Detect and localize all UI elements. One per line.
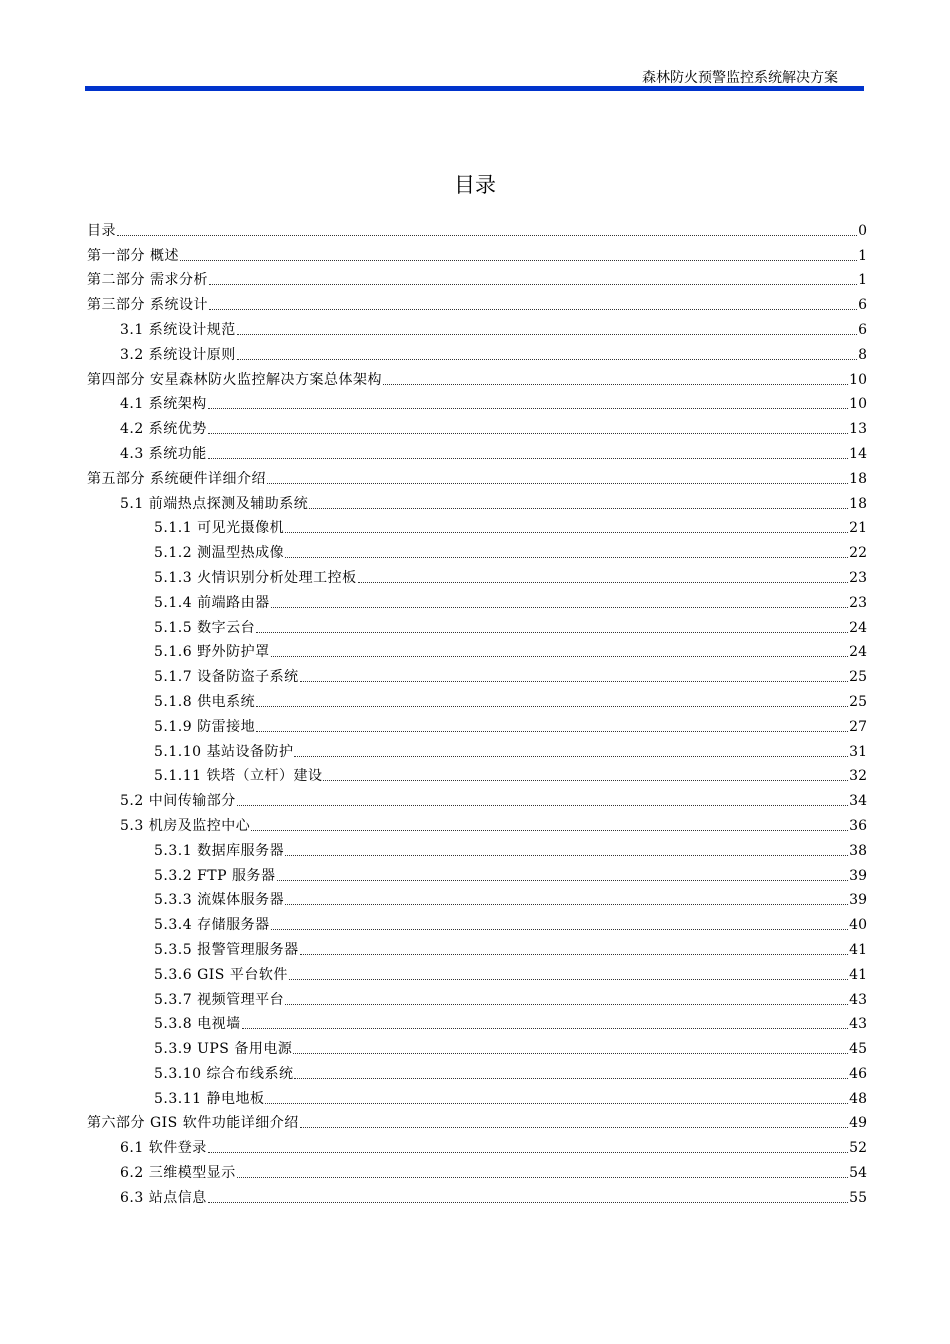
toc-entry-page-number: 23 — [849, 569, 867, 586]
toc-entry-page-number: 25 — [849, 693, 867, 710]
toc-entry[interactable] — [87, 537, 867, 562]
toc-dot-leader — [237, 333, 857, 335]
toc-dot-leader — [208, 407, 848, 409]
toc-entry-page-number: 48 — [849, 1090, 867, 1107]
toc-entry-page-number: 36 — [849, 817, 867, 834]
toc-dot-leader — [294, 755, 848, 757]
toc-entry-label: 6.3 站点信息 — [120, 1189, 207, 1206]
toc-entry[interactable] — [87, 339, 867, 364]
toc-entry[interactable] — [87, 736, 867, 761]
toc-dot-leader — [271, 606, 849, 608]
toc-entry[interactable] — [87, 265, 867, 290]
toc-entry-page-number: 18 — [849, 470, 867, 487]
toc-dot-leader — [208, 1151, 848, 1153]
toc-dot-leader — [256, 631, 848, 633]
toc-entry[interactable] — [87, 686, 867, 711]
toc-entry[interactable] — [87, 314, 867, 339]
toc-dot-leader — [285, 854, 848, 856]
toc-entry-label: 5.1.8 供电系统 — [154, 693, 256, 710]
toc-dot-leader — [285, 1003, 848, 1005]
toc-entry[interactable] — [87, 438, 867, 463]
toc-entry-page-number: 43 — [849, 1016, 867, 1033]
toc-entry-page-number: 6 — [858, 297, 867, 314]
toc-dot-leader — [271, 928, 849, 930]
toc-entry-page-number: 49 — [849, 1115, 867, 1132]
toc-dot-leader — [208, 1201, 848, 1203]
toc-dot-leader — [300, 953, 849, 955]
toc-entry-page-number: 8 — [858, 346, 867, 363]
toc-entry-page-number: 39 — [849, 867, 867, 884]
toc-entry-label: 4.1 系统架构 — [120, 396, 207, 413]
toc-entry-label: 5.1 前端热点探测及辅助系统 — [120, 495, 309, 512]
toc-entry-page-number: 10 — [849, 371, 867, 388]
toc-entry-page-number: 45 — [849, 1041, 867, 1058]
toc-entry[interactable] — [87, 215, 867, 240]
toc-entry-label: 5.1.7 设备防盗子系统 — [154, 669, 299, 686]
toc-dot-leader — [237, 358, 857, 360]
toc-dot-leader — [309, 507, 848, 509]
toc-entry[interactable] — [87, 562, 867, 587]
toc-entry-label: 目录 — [87, 222, 116, 239]
toc-dot-leader — [271, 655, 849, 657]
toc-entry-label: 5.3.2 FTP 服务器 — [154, 867, 276, 884]
toc-entry[interactable] — [87, 612, 867, 637]
toc-entry[interactable] — [87, 785, 867, 810]
toc-entry[interactable] — [87, 463, 867, 488]
toc-entry[interactable] — [87, 761, 867, 786]
toc-entry-page-number: 27 — [849, 718, 867, 735]
toc-dot-leader — [208, 432, 848, 434]
toc-entry-label: 5.3.6 GIS 平台软件 — [154, 966, 288, 983]
toc-entry-label: 第五部分 系统硬件详细介绍 — [87, 470, 266, 487]
toc-entry-page-number: 22 — [849, 545, 867, 562]
toc-entry-page-number: 10 — [849, 396, 867, 413]
toc-entry-label: 5.3.9 UPS 备用电源 — [154, 1041, 293, 1058]
toc-entry-label: 5.1.9 防雷接地 — [154, 718, 256, 735]
toc-entry-page-number: 6 — [858, 321, 867, 338]
toc-dot-leader — [267, 482, 848, 484]
toc-entry-label: 5.3.7 视频管理平台 — [154, 991, 285, 1008]
toc-entry-label: 5.1.11 铁塔（立杆）建设 — [154, 768, 323, 785]
toc-dot-leader — [208, 457, 848, 459]
toc-dot-leader — [323, 779, 848, 781]
toc-entry[interactable] — [87, 1157, 867, 1182]
toc-entry-page-number: 24 — [849, 619, 867, 636]
toc-entry-page-number: 13 — [849, 421, 867, 438]
toc-entry-label: 5.3.4 存储服务器 — [154, 917, 270, 934]
toc-entry-page-number: 23 — [849, 594, 867, 611]
toc-entry-label: 5.3.1 数据库服务器 — [154, 842, 285, 859]
toc-entry-page-number: 14 — [849, 445, 867, 462]
toc-dot-leader — [209, 308, 857, 310]
toc-entry-label: 5.1.3 火情识别分析处理工控板 — [154, 569, 357, 586]
toc-entry[interactable] — [87, 1058, 867, 1083]
toc-entry[interactable] — [87, 835, 867, 860]
toc-entry[interactable] — [87, 909, 867, 934]
toc-dot-leader — [117, 234, 857, 236]
toc-dot-leader — [237, 804, 848, 806]
toc-dot-leader — [289, 978, 848, 980]
toc-dot-leader — [294, 1077, 848, 1079]
toc-entry[interactable] — [87, 488, 867, 513]
toc-entry-page-number: 41 — [849, 966, 867, 983]
table-of-contents — [87, 215, 867, 1207]
running-header-title: 森林防火预警监控系统解决方案 — [642, 70, 838, 86]
toc-entry-label: 第四部分 安星森林防火监控解决方案总体架构 — [87, 371, 382, 388]
toc-dot-leader — [300, 1126, 848, 1128]
toc-entry-page-number: 38 — [849, 842, 867, 859]
toc-dot-leader — [265, 1102, 848, 1104]
toc-entry[interactable] — [87, 711, 867, 736]
toc-entry-page-number: 31 — [849, 743, 867, 760]
toc-entry[interactable] — [87, 885, 867, 910]
toc-entry[interactable] — [87, 364, 867, 389]
toc-entry-page-number: 34 — [849, 793, 867, 810]
toc-entry-page-number: 43 — [849, 991, 867, 1008]
toc-entry-label: 5.1.4 前端路由器 — [154, 594, 270, 611]
toc-dot-leader — [180, 259, 857, 261]
toc-entry[interactable] — [87, 984, 867, 1009]
toc-entry-page-number: 40 — [849, 917, 867, 934]
toc-entry-page-number: 41 — [849, 941, 867, 958]
toc-entry[interactable] — [87, 413, 867, 438]
toc-dot-leader — [256, 705, 848, 707]
toc-entry[interactable] — [87, 289, 867, 314]
header-rule — [85, 86, 864, 91]
toc-dot-leader — [277, 879, 849, 881]
toc-entry[interactable] — [87, 1083, 867, 1108]
toc-entry[interactable] — [87, 810, 867, 835]
toc-entry-page-number: 52 — [849, 1140, 867, 1157]
toc-entry-label: 5.1.10 基站设备防护 — [154, 743, 294, 760]
toc-entry-label: 5.2 中间传输部分 — [120, 793, 236, 810]
toc-entry-label: 5.3.5 报警管理服务器 — [154, 941, 299, 958]
toc-entry-label: 6.2 三维模型显示 — [120, 1165, 236, 1182]
toc-entry-label: 3.2 系统设计原则 — [120, 346, 236, 363]
toc-entry-label: 5.3.3 流媒体服务器 — [154, 892, 285, 909]
toc-entry-page-number: 46 — [849, 1065, 867, 1082]
toc-dot-leader — [256, 730, 848, 732]
toc-entry[interactable] — [87, 661, 867, 686]
toc-dot-leader — [285, 903, 848, 905]
toc-entry-label: 5.1.2 测温型热成像 — [154, 545, 285, 562]
toc-dot-leader — [285, 531, 848, 533]
toc-entry-label: 3.1 系统设计规范 — [120, 321, 236, 338]
toc-entry-label: 第六部分 GIS 软件功能详细介绍 — [87, 1115, 299, 1132]
toc-entry-label: 5.3.10 综合布线系统 — [154, 1065, 294, 1082]
toc-entry[interactable] — [87, 1108, 867, 1133]
toc-entry-label: 5.1.1 可见光摄像机 — [154, 520, 285, 537]
toc-entry-page-number: 32 — [849, 768, 867, 785]
toc-dot-leader — [293, 1052, 848, 1054]
toc-dot-leader — [383, 383, 848, 385]
toc-entry[interactable] — [87, 1132, 867, 1157]
toc-entry-page-number: 39 — [849, 892, 867, 909]
toc-heading: 目录 — [454, 173, 496, 197]
toc-entry[interactable] — [87, 240, 867, 265]
toc-entry-page-number: 1 — [858, 272, 867, 289]
toc-entry-label: 5.3 机房及监控中心 — [120, 817, 251, 834]
toc-dot-leader — [209, 283, 857, 285]
toc-entry-page-number: 18 — [849, 495, 867, 512]
toc-entry-label: 6.1 软件登录 — [120, 1140, 207, 1157]
toc-dot-leader — [300, 680, 849, 682]
toc-entry-page-number: 25 — [849, 669, 867, 686]
toc-entry[interactable] — [87, 1009, 867, 1034]
toc-dot-leader — [285, 556, 848, 558]
toc-entry-label: 第三部分 系统设计 — [87, 297, 208, 314]
toc-entry-page-number: 55 — [849, 1189, 867, 1206]
toc-entry-page-number: 0 — [858, 222, 867, 239]
toc-entry[interactable] — [87, 860, 867, 885]
toc-entry-label: 第一部分 概述 — [87, 247, 179, 264]
toc-entry-label: 第二部分 需求分析 — [87, 272, 208, 289]
toc-dot-leader — [242, 1027, 849, 1029]
toc-entry[interactable] — [87, 637, 867, 662]
toc-entry[interactable] — [87, 389, 867, 414]
toc-entry[interactable] — [87, 959, 867, 984]
toc-entry[interactable] — [87, 1182, 867, 1207]
toc-entry-label: 5.1.6 野外防护罩 — [154, 644, 270, 661]
toc-entry-label: 4.2 系统优势 — [120, 421, 207, 438]
toc-dot-leader — [237, 1176, 848, 1178]
toc-entry-label: 4.3 系统功能 — [120, 445, 207, 462]
toc-entry-label: 5.1.5 数字云台 — [154, 619, 256, 636]
toc-dot-leader — [358, 581, 849, 583]
toc-entry-label: 5.3.8 电视墙 — [154, 1016, 241, 1033]
toc-entry-page-number: 1 — [858, 247, 867, 264]
toc-entry[interactable] — [87, 513, 867, 538]
toc-entry-label: 5.3.11 静电地板 — [154, 1090, 265, 1107]
toc-dot-leader — [251, 829, 848, 831]
toc-entry-page-number: 24 — [849, 644, 867, 661]
toc-entry-page-number: 21 — [849, 520, 867, 537]
toc-entry-page-number: 54 — [849, 1165, 867, 1182]
toc-entry[interactable] — [87, 587, 867, 612]
toc-entry[interactable] — [87, 934, 867, 959]
toc-entry[interactable] — [87, 1033, 867, 1058]
